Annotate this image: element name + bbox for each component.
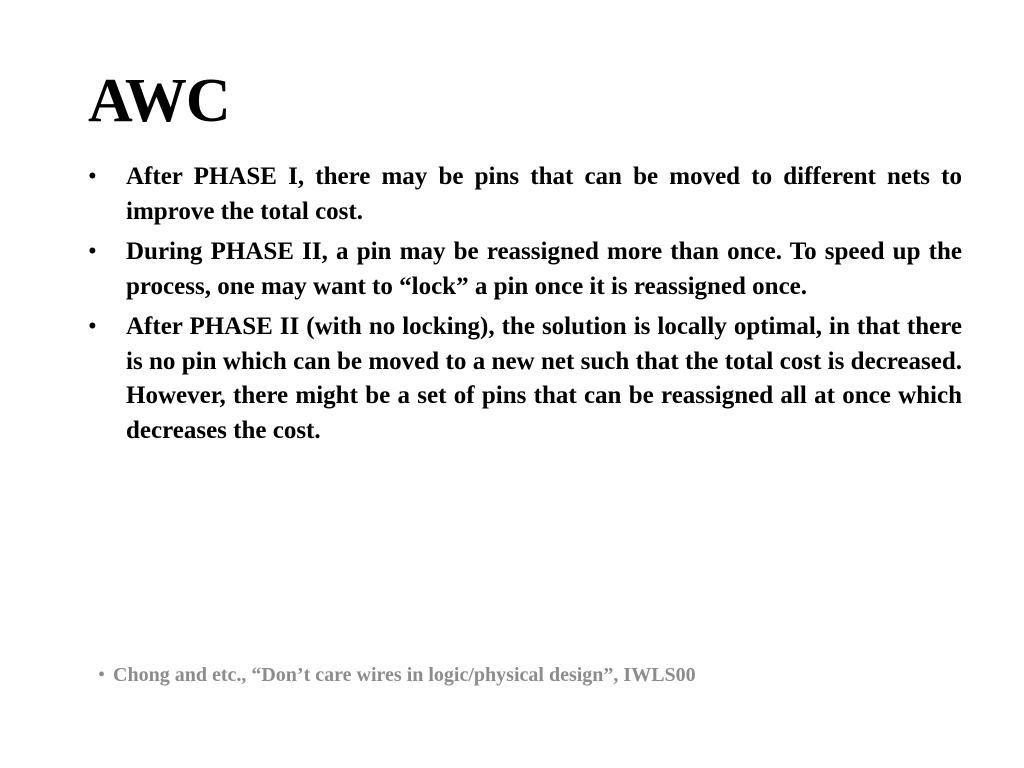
footnote-bullet-marker: •	[98, 664, 106, 686]
footnote-citation	[98, 662, 696, 688]
bullet-item	[88, 160, 962, 229]
bullet-item	[88, 310, 962, 448]
bullet-text: During PHASE II, a pin may be reassigned more than once. To speed up the process, one may want to “lock” a pin once it is reassigned once.	[126, 238, 962, 300]
footnote-text: Chong and etc., “Don’t care wires in logic/physical design”, IWLS00	[113, 664, 696, 686]
slide-title: AWC	[88, 67, 230, 135]
bullet-marker: •	[88, 313, 97, 340]
bullet-text: After PHASE II (with no locking), the solution is locally optimal, in that there is no pin which can be moved to a new net such that the total cost is decreased. However, there might be a set of pins that can be reassigned all at once which decreases the cost.	[126, 313, 962, 444]
bullet-text: After PHASE I, there may be pins that can be moved to different nets to improve the total cost.	[126, 163, 962, 225]
bullet-marker: •	[88, 238, 97, 265]
bullet-marker: •	[88, 163, 97, 190]
bullet-item	[88, 235, 962, 304]
bullet-list	[88, 160, 962, 454]
